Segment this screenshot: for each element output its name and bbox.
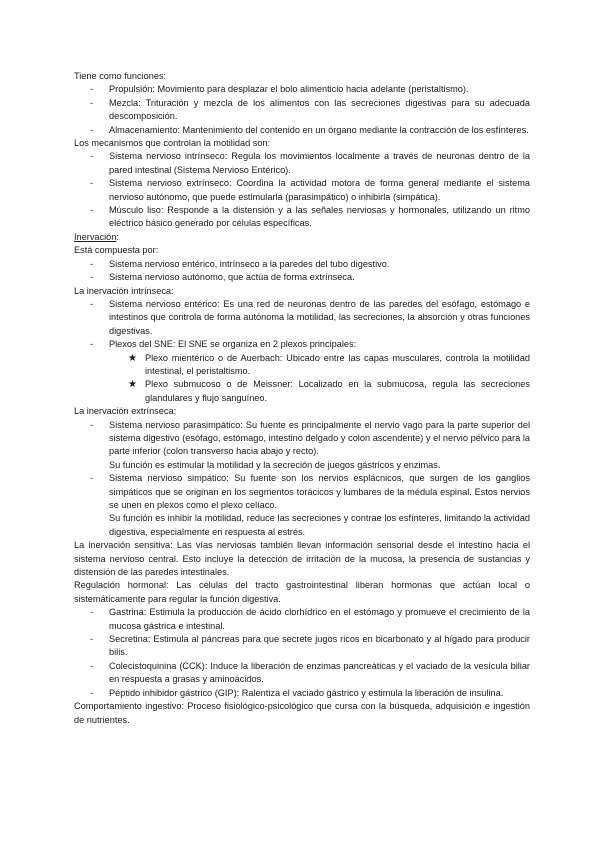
list-item: - Péptido inhibidor gástrico (GIP): Ralentiza el vaciado gástrico y estimula la liberación de insulina. [74, 687, 530, 700]
mechanisms-list [74, 150, 530, 230]
innervation-list [74, 258, 530, 285]
dash-marker: - [90, 178, 94, 189]
extrinsic-heading: La inervación extrínseca: [74, 406, 177, 417]
dash-marker: - [90, 298, 94, 309]
dash-marker: - [90, 473, 94, 484]
list-item: ★ Plexo submucoso o de Meissner: Localizado en la submucosa, regula las secreciones glandulares y flujo sanguíneo. [128, 379, 530, 403]
list-item: - Gastrina: Estimula la producción de ácido clorhídrico en el estómago y promueve el crecimiento de la mucosa gástrica e intestinal. [90, 607, 530, 631]
dash-marker: - [90, 272, 94, 283]
hormones-list [74, 606, 530, 700]
list-item: - Sistema nervioso entérico: Es una red de neuronas dentro de las paredes del esófago, estómago e intestinos que controla de forma autónoma la motilidad, las secreciones, la absorción y otras funciones digestivas. [90, 298, 530, 336]
list-item: - Sistema nervioso simpático: Su fuente son los nervios esplácnicos, que surgen de los ganglios simpáticos que se originan en los segmentos torácicos y lumbares de la médula espinal. Estos nervios se unen en plexos como el plexo celíaco. Su función es inhibir la motilidad, reduce las secreciones y contrae los esfínteres, limitando la actividad digestiva, especialmente en respuesta al estrés. [90, 473, 530, 537]
list-item: - Propulsión: Movimiento para desplazar el bolo alimenticio hacia adelante (peristaltismo). [74, 83, 530, 96]
list-item: - Mezcla: Trituración y mezcla de los alimentos con las secreciones digestivas para su adecuada descomposición. [90, 97, 530, 122]
dash-marker: - [90, 205, 94, 216]
dash-marker: - [90, 660, 94, 671]
innervation-title: Inervación: [74, 231, 119, 242]
plexos-list [74, 352, 530, 406]
list-item: - Plexos del SNE: El SNE se organiza en 2 plexos principales: [74, 338, 530, 351]
hormonal-paragraph: Regulación hormonal: Las células del tracto gastrointestinal liberan hormonas que actúan local o sistemáticamente para regular la función digestiva. [74, 580, 530, 604]
list-item: - Colecistoquinina (CCK): Induce la liberación de enzimas pancreáticas y el vaciado de la vesícula biliar en respuesta a grasas y aminoácidos. [90, 660, 530, 685]
list-item: - Sistema nervioso intrínseco: Regula los movimientos localmente a través de neuronas dentro de la pared intestinal (Sistema Nervioso Entérico). [90, 151, 530, 175]
list-item: - Almacenamiento: Mantenimiento del contenido en un órgano mediante la contracción de los esfínteres. [74, 124, 530, 137]
list-item: - Sistema nervioso extrínseco: Coordina la actividad motora de forma general mediante el sistema nervioso autónomo, que puede estimularla (parasimpático) o inhibirla (simpática). [90, 178, 530, 202]
dash-marker: - [90, 97, 94, 108]
dash-marker: - [90, 419, 94, 430]
dash-marker: - [90, 339, 94, 350]
dash-marker: - [90, 687, 94, 698]
list-item: - Secretina: Estimula al páncreas para que secrete jugos ricos en bicarbonato y al hígado para producir bilis. [90, 634, 530, 658]
behavior-paragraph: Comportamiento ingestivo: Proceso fisiológico-psicológico que cursa con la búsqueda, adquisición e ingestión de nutrientes. [74, 701, 530, 725]
dash-marker: - [90, 607, 94, 618]
dash-marker: - [90, 124, 94, 135]
intrinsic-heading: La inervación intrínseca: [74, 285, 174, 296]
functions-heading: Tiene como funciones: [74, 71, 167, 81]
star-icon: ★ [128, 352, 137, 364]
dash-marker: - [90, 84, 94, 95]
list-item: - Sistema nervioso parasimpático: Su fuente es principalmente el nervio vago para la parte superior del sistema digestivo (esófago, estómago, intestino delgado y colon ascendente) y el nervio pélvico para la parte inferior (colon transverso hacia abajo y recto). Su función es estimular la motilidad y la secreción de juegos gástricos y enzimas. [90, 419, 530, 470]
list-item: ★ Plexo mientérico o de Auerbach: Ubicado entre las capas musculares, controla la motilidad intestinal, el peristaltismo. [128, 352, 530, 376]
list-item: - Músculo liso: Responde a la distensión y a las señales nerviosas y hormonales, utilizando un ritmo eléctrico básico generado por células específicas. [90, 205, 530, 229]
sensory-paragraph: La inervación sensitiva: Las vías nerviosas también llevan información sensorial desde el intestino hacia el sistema nervioso central. Esto incluye la detección de irritación de la mucosa, la presencia de sustancias y distensión de las paredes intestinales. [74, 540, 530, 578]
extrinsic-list [74, 419, 530, 540]
dash-marker: - [90, 151, 94, 162]
star-icon: ★ [128, 379, 137, 391]
list-item: - Sistema nervioso entérico, intrínseco a la paredes del tubo digestivo. [74, 258, 530, 271]
list-item: - Sistema nervioso autónomo, que actúa de forma extrínseca. [74, 271, 530, 284]
mechanisms-heading: Los mecanismos que controlan la motilidad son: [74, 138, 271, 149]
document-page [74, 70, 530, 727]
functions-list [74, 83, 530, 137]
innervation-composed: Está compuesta por: [74, 245, 159, 256]
dash-marker: - [90, 258, 94, 269]
intrinsic-list [74, 298, 530, 352]
dash-marker: - [90, 634, 94, 645]
